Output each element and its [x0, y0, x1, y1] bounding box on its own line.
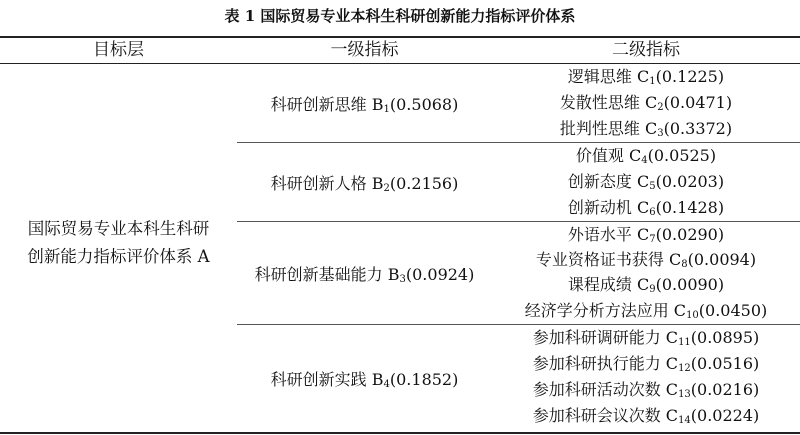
level1-weight: (0.5068)	[389, 95, 459, 114]
level2-weight: (0.0090)	[655, 275, 725, 294]
level2-subscript: 6	[649, 207, 656, 218]
level2-weight: (0.0525)	[647, 146, 717, 165]
level2-item	[492, 298, 800, 324]
header-target-layer: 目标层	[93, 40, 144, 60]
level1-name: 科研创新人格 B	[270, 174, 384, 193]
level2-name: 参加科研活动次数 C	[532, 380, 679, 399]
level2-item	[492, 90, 800, 116]
level2-name: 价值观 C	[575, 146, 642, 165]
level2-weight: (0.1225)	[655, 67, 725, 86]
level2-subscript: 9	[649, 284, 656, 295]
level2-subscript: 1	[649, 76, 656, 87]
level2-subscript: 8	[681, 259, 688, 270]
level1-name: 科研创新实践 B	[270, 370, 384, 389]
level2-weight: (0.1428)	[655, 198, 725, 217]
level2-name: 经济学分析方法应用 C	[524, 301, 687, 320]
level2-item	[492, 116, 800, 142]
level1-subscript: 1	[383, 104, 390, 115]
table-bottom-rule	[0, 432, 800, 434]
target-line-2: 创新能力指标评价体系 A	[27, 247, 210, 266]
level2-item	[492, 169, 800, 195]
level1-name: 科研创新思维 B	[270, 95, 384, 114]
level2-item	[492, 64, 800, 90]
level2-name: 批判性思维 C	[559, 119, 658, 138]
level2-subscript: 3	[657, 128, 664, 139]
level1-item	[237, 262, 492, 285]
level2-weight: (0.0471)	[663, 93, 733, 112]
level2-item	[492, 222, 800, 248]
level2-name: 课程成绩 C	[567, 275, 650, 294]
level2-subscript: 13	[678, 389, 691, 400]
level2-name: 逻辑思维 C	[567, 67, 650, 86]
level2-name: 创新态度 C	[567, 172, 650, 191]
level2-name: 外语水平 C	[567, 225, 650, 244]
level1-item	[237, 367, 492, 390]
level2-weight: (0.0224)	[690, 406, 760, 425]
level2-subscript: 12	[678, 363, 691, 374]
level2-subscript: 5	[649, 181, 656, 192]
level2-weight: (0.0216)	[690, 380, 760, 399]
level2-item	[492, 143, 800, 169]
table-caption: 表 1 国际贸易专业本科生科研创新能力指标评价体系	[224, 7, 576, 25]
level2-subscript: 14	[678, 415, 691, 426]
level1-weight: (0.0924)	[405, 265, 475, 284]
level1-subscript: 4	[383, 379, 390, 390]
level2-item	[492, 403, 800, 429]
target-line-1: 国际贸易专业本科生科研	[27, 219, 210, 238]
header-level1: 一级指标	[330, 40, 399, 60]
header-level2: 二级指标	[612, 40, 680, 60]
target-layer-cell	[0, 215, 237, 271]
level1-item	[237, 92, 492, 115]
level2-item	[492, 351, 800, 377]
level2-weight: (0.0290)	[655, 225, 725, 244]
level2-name: 发散性思维 C	[559, 93, 658, 112]
level2-item	[492, 247, 800, 273]
level1-weight: (0.1852)	[389, 370, 459, 389]
level1-item	[237, 171, 492, 194]
level1-subscript: 3	[399, 274, 406, 285]
level2-name: 专业资格证书获得 C	[535, 250, 682, 269]
level1-weight: (0.2156)	[389, 174, 459, 193]
level2-subscript: 7	[649, 234, 656, 245]
level2-weight: (0.3372)	[663, 119, 733, 138]
level2-weight: (0.0094)	[687, 250, 757, 269]
level2-subscript: 4	[641, 155, 648, 166]
level1-name: 科研创新基础能力 B	[254, 265, 400, 284]
level2-weight: (0.0895)	[690, 328, 760, 347]
level2-item	[492, 325, 800, 351]
level2-item	[492, 272, 800, 298]
level1-subscript: 2	[383, 183, 390, 194]
level2-name: 创新动机 C	[567, 198, 650, 217]
level2-name: 参加科研调研能力 C	[532, 328, 679, 347]
level2-name: 参加科研会议次数 C	[532, 406, 679, 425]
level2-subscript: 11	[678, 337, 691, 348]
level2-weight: (0.0450)	[698, 301, 768, 320]
level2-weight: (0.0516)	[690, 354, 760, 373]
level2-name: 参加科研执行能力 C	[532, 354, 679, 373]
level2-subscript: 2	[657, 102, 664, 113]
level2-item	[492, 195, 800, 221]
level2-item	[492, 377, 800, 403]
level2-subscript: 10	[686, 310, 699, 321]
level2-weight: (0.0203)	[655, 172, 725, 191]
